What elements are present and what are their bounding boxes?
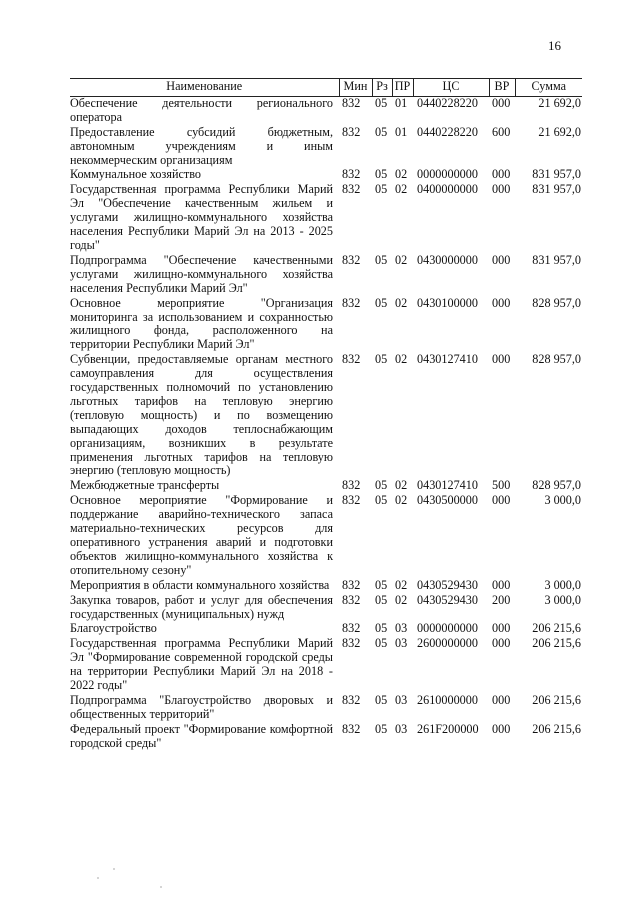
row-pr: 01 bbox=[395, 95, 408, 110]
header-pr: ПР bbox=[392, 79, 413, 97]
row-cs: 0430100000 bbox=[417, 295, 478, 310]
row-cs: 2600000000 bbox=[417, 636, 478, 651]
table-row bbox=[70, 579, 582, 594]
header-rz: Рз bbox=[372, 79, 392, 97]
table-row bbox=[70, 353, 582, 479]
row-rz: 05 bbox=[375, 124, 388, 139]
row-cs: 0000000000 bbox=[417, 167, 478, 182]
row-sum: 206 215,6 bbox=[532, 636, 581, 651]
row-pr: 02 bbox=[395, 478, 408, 493]
row-sum: 828 957,0 bbox=[532, 295, 581, 310]
row-min: 832 bbox=[342, 592, 361, 607]
row-rz: 05 bbox=[375, 252, 388, 267]
row-vr: 000 bbox=[492, 577, 511, 592]
row-vr: 000 bbox=[492, 352, 511, 367]
row-vr: 000 bbox=[492, 721, 511, 736]
row-pr: 03 bbox=[395, 721, 408, 736]
row-rz: 05 bbox=[375, 478, 388, 493]
table-row bbox=[70, 694, 582, 723]
row-name: Подпрограмма "Благоустройство дворовых и общественных территорий" bbox=[70, 692, 333, 721]
row-sum: 206 215,6 bbox=[532, 621, 581, 636]
row-min: 832 bbox=[342, 167, 361, 182]
table-row bbox=[70, 622, 582, 637]
row-sum: 206 215,6 bbox=[532, 692, 581, 707]
row-min: 832 bbox=[342, 295, 361, 310]
table-row bbox=[70, 494, 582, 578]
scan-speck bbox=[113, 868, 115, 870]
row-rz: 05 bbox=[375, 493, 388, 508]
table-header-row bbox=[70, 79, 582, 97]
row-vr: 000 bbox=[492, 252, 511, 267]
row-vr: 600 bbox=[492, 124, 511, 139]
table-row bbox=[70, 126, 582, 169]
row-sum: 206 215,6 bbox=[532, 721, 581, 736]
row-min: 832 bbox=[342, 692, 361, 707]
row-vr: 000 bbox=[492, 182, 511, 197]
row-pr: 02 bbox=[395, 182, 408, 197]
table-row bbox=[70, 594, 582, 623]
row-name: Коммунальное хозяйство bbox=[70, 167, 201, 182]
header-min: Мин bbox=[339, 79, 372, 97]
table-row bbox=[70, 297, 582, 354]
row-cs: 0430127410 bbox=[417, 478, 478, 493]
header-sum: Сумма bbox=[515, 79, 582, 97]
row-rz: 05 bbox=[375, 182, 388, 197]
row-vr: 000 bbox=[492, 295, 511, 310]
table-row bbox=[70, 637, 582, 694]
header-cs: ЦС bbox=[413, 79, 489, 97]
row-pr: 02 bbox=[395, 493, 408, 508]
row-cs: 0430500000 bbox=[417, 493, 478, 508]
row-name: Обеспечение деятельности регионального оператора bbox=[70, 95, 333, 124]
row-min: 832 bbox=[342, 352, 361, 367]
row-rz: 05 bbox=[375, 95, 388, 110]
row-name: Подпрограмма "Обеспечение качественными услугами жилищно-коммунального хозяйства населения Республики Марий Эл" bbox=[70, 252, 333, 295]
row-name: Межбюджетные трансферты bbox=[70, 478, 220, 493]
row-vr: 200 bbox=[492, 592, 511, 607]
row-cs: 0440228220 bbox=[417, 95, 478, 110]
row-pr: 03 bbox=[395, 636, 408, 651]
row-cs: 0000000000 bbox=[417, 621, 478, 636]
row-rz: 05 bbox=[375, 621, 388, 636]
row-name: Государственная программа Республики Марий Эл "Формирование современной городской среды на территории Республики Марий Эл на 2018 - 2022 годы" bbox=[70, 636, 333, 693]
row-name: Субвенции, предоставляемые органам местного самоуправления для осуществления государственных полномочий по установлению льготных тарифов на тепловую энергию (тепловую мощность) и по возмещению выпадающих доходов теплоснабжающим организациям, возникших в результате применения льготных тарифов на тепловую энергию (тепловую мощность) bbox=[70, 352, 333, 478]
row-vr: 000 bbox=[492, 621, 511, 636]
table-row bbox=[70, 723, 582, 752]
row-name: Закупка товаров, работ и услуг для обеспечения государственных (муниципальных) нужд bbox=[70, 592, 333, 621]
row-pr: 02 bbox=[395, 167, 408, 182]
table-row bbox=[70, 168, 582, 183]
table-row bbox=[70, 254, 582, 297]
row-min: 832 bbox=[342, 493, 361, 508]
row-min: 832 bbox=[342, 478, 361, 493]
table-row bbox=[70, 96, 582, 125]
row-sum: 3 000,0 bbox=[544, 592, 581, 607]
row-name: Благоустройство bbox=[70, 621, 157, 636]
row-vr: 000 bbox=[492, 95, 511, 110]
row-name: Федеральный проект "Формирование комфортной городской среды" bbox=[70, 721, 333, 750]
row-rz: 05 bbox=[375, 592, 388, 607]
row-pr: 02 bbox=[395, 295, 408, 310]
row-vr: 000 bbox=[492, 493, 511, 508]
row-cs: 0400000000 bbox=[417, 182, 478, 197]
row-rz: 05 bbox=[375, 295, 388, 310]
row-rz: 05 bbox=[375, 167, 388, 182]
row-sum: 828 957,0 bbox=[532, 352, 581, 367]
row-pr: 02 bbox=[395, 352, 408, 367]
header-name: Наименование bbox=[70, 79, 339, 97]
row-vr: 000 bbox=[492, 692, 511, 707]
row-pr: 02 bbox=[395, 577, 408, 592]
row-sum: 3 000,0 bbox=[544, 577, 581, 592]
row-sum: 831 957,0 bbox=[532, 167, 581, 182]
row-pr: 01 bbox=[395, 124, 408, 139]
row-vr: 500 bbox=[492, 478, 511, 493]
row-vr: 000 bbox=[492, 636, 511, 651]
row-min: 832 bbox=[342, 577, 361, 592]
row-min: 832 bbox=[342, 124, 361, 139]
row-sum: 831 957,0 bbox=[532, 252, 581, 267]
row-min: 832 bbox=[342, 636, 361, 651]
row-cs: 0430529430 bbox=[417, 577, 478, 592]
row-rz: 05 bbox=[375, 636, 388, 651]
row-name: Мероприятия в области коммунального хозяйства bbox=[70, 577, 330, 592]
scan-speck bbox=[160, 886, 162, 888]
row-cs: 0440228220 bbox=[417, 124, 478, 139]
row-pr: 03 bbox=[395, 621, 408, 636]
row-min: 832 bbox=[342, 252, 361, 267]
row-pr: 02 bbox=[395, 592, 408, 607]
table-row bbox=[70, 479, 582, 494]
row-cs: 0430127410 bbox=[417, 352, 478, 367]
row-cs: 0430529430 bbox=[417, 592, 478, 607]
page-number: 16 bbox=[548, 38, 561, 53]
row-min: 832 bbox=[342, 721, 361, 736]
row-vr: 000 bbox=[492, 167, 511, 182]
row-name: Предоставление субсидий бюджетным, автономным учреждениям и иным некоммерческим организациям bbox=[70, 124, 333, 167]
row-sum: 828 957,0 bbox=[532, 478, 581, 493]
row-min: 832 bbox=[342, 182, 361, 197]
row-rz: 05 bbox=[375, 352, 388, 367]
row-cs: 0430000000 bbox=[417, 252, 478, 267]
row-rz: 05 bbox=[375, 577, 388, 592]
row-min: 832 bbox=[342, 621, 361, 636]
row-pr: 02 bbox=[395, 252, 408, 267]
row-name: Основное мероприятие "Организация мониторинга за использованием и сохранностью жилищного фонда, расположенного на территории Республики Марий Эл" bbox=[70, 295, 333, 352]
table-row bbox=[70, 183, 582, 254]
row-pr: 03 bbox=[395, 692, 408, 707]
row-name: Основное мероприятие "Формирование и поддержание аварийно-технического запаса материально-технических ресурсов для оперативного устранения аварий и подготовки объектов жилищно-коммунального хозяйства к отопительному сезону" bbox=[70, 493, 333, 577]
row-sum: 3 000,0 bbox=[544, 493, 581, 508]
row-sum: 21 692,0 bbox=[538, 95, 581, 110]
row-cs: 261F200000 bbox=[417, 721, 479, 736]
header-vr: ВР bbox=[489, 79, 515, 97]
scan-speck bbox=[97, 877, 99, 879]
table-body bbox=[70, 96, 582, 751]
row-sum: 831 957,0 bbox=[532, 182, 581, 197]
row-rz: 05 bbox=[375, 692, 388, 707]
row-name: Государственная программа Республики Марий Эл "Обеспечение качественным жильем и услугами жилищно-коммунального хозяйства населения Республики Марий Эл на 2013 - 2025 годы" bbox=[70, 182, 333, 252]
row-rz: 05 bbox=[375, 721, 388, 736]
row-sum: 21 692,0 bbox=[538, 124, 581, 139]
row-min: 832 bbox=[342, 95, 361, 110]
budget-table bbox=[70, 78, 582, 752]
row-cs: 2610000000 bbox=[417, 692, 478, 707]
